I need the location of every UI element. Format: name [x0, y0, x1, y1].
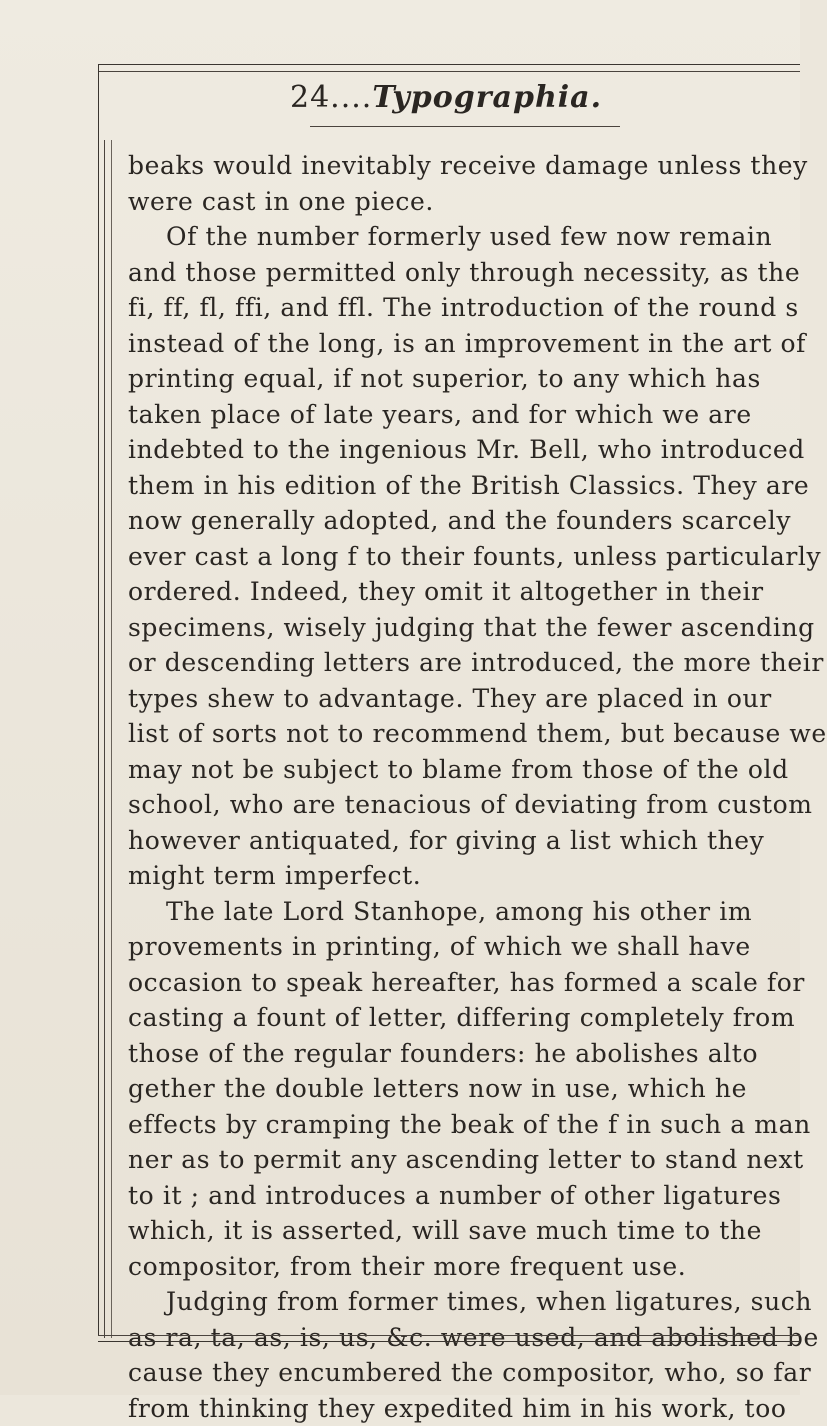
text-line: fi, ff, fl, ffi, and ffl. The introduction of the round s	[128, 290, 800, 326]
text-line: printing equal, if not superior, to any which has	[128, 361, 800, 397]
left-rule-innermost	[111, 140, 112, 1338]
text-line: compositor, from their more frequent use.	[128, 1249, 800, 1285]
text-line: list of sorts not to recommend them, but because we	[128, 716, 800, 752]
body-text	[128, 148, 800, 1328]
page-number: 24....	[290, 80, 372, 115]
text-line: them in his edition of the British Classics. They are	[128, 468, 800, 504]
head-underline	[310, 126, 620, 127]
text-line: instead of the long, is an improvement in the art of	[128, 326, 800, 362]
text-line: The late Lord Stanhope, among his other im	[128, 894, 800, 930]
text-line: to it ; and introduces a number of other ligatures	[128, 1178, 800, 1214]
text-line: types shew to advantage. They are placed in our	[128, 681, 800, 717]
text-line: effects by cramping the beak of the f in such a man	[128, 1107, 800, 1143]
running-head	[290, 80, 602, 120]
text-line: those of the regular founders: he abolishes alto	[128, 1036, 800, 1072]
text-line: specimens, wisely judging that the fewer ascending	[128, 610, 800, 646]
text-line: were cast in one piece.	[128, 184, 800, 220]
text-line: Judging from former times, when ligatures, such	[128, 1284, 800, 1320]
top-rule	[98, 64, 800, 65]
text-line: occasion to speak hereafter, has formed a scale for	[128, 965, 800, 1001]
text-line: or descending letters are introduced, the more their	[128, 645, 800, 681]
text-line: gether the double letters now in use, which he	[128, 1071, 800, 1107]
text-line: and those permitted only through necessity, as the	[128, 255, 800, 291]
bottom-rule	[98, 1335, 800, 1336]
text-line: provements in printing, of which we shall have	[128, 929, 800, 965]
text-line: ever cast a long f to their founts, unless particularly	[128, 539, 800, 575]
text-line: indebted to the ingenious Mr. Bell, who introduced	[128, 432, 800, 468]
text-line: as ra, ta, as, is, us, &c. were used, and abolished be	[128, 1320, 800, 1356]
text-line: might term imperfect.	[128, 858, 800, 894]
text-line: school, who are tenacious of deviating from custom	[128, 787, 800, 823]
text-line: from thinking they expedited him in his work, too	[128, 1391, 800, 1426]
text-line: taken place of late years, and for which we are	[128, 397, 800, 433]
text-line: ordered. Indeed, they omit it altogether in their	[128, 574, 800, 610]
bottom-rule-outer	[98, 1341, 800, 1342]
text-line: may not be subject to blame from those of the old	[128, 752, 800, 788]
top-rule-inner	[98, 71, 800, 72]
left-rule-inner	[104, 140, 105, 1338]
page-title: Typographia.	[372, 80, 602, 115]
text-line: beaks would inevitably receive damage unless they	[128, 148, 800, 184]
text-line: Of the number formerly used few now remain	[128, 219, 800, 255]
text-line: however antiquated, for giving a list which they	[128, 823, 800, 859]
text-line: which, it is asserted, will save much time to the	[128, 1213, 800, 1249]
text-line: ner as to permit any ascending letter to stand next	[128, 1142, 800, 1178]
text-line: cause they encumbered the compositor, who, so far	[128, 1355, 800, 1391]
text-line: casting a fount of letter, differing completely from	[128, 1000, 800, 1036]
text-line: now generally adopted, and the founders scarcely	[128, 503, 800, 539]
left-rule	[98, 64, 99, 1336]
